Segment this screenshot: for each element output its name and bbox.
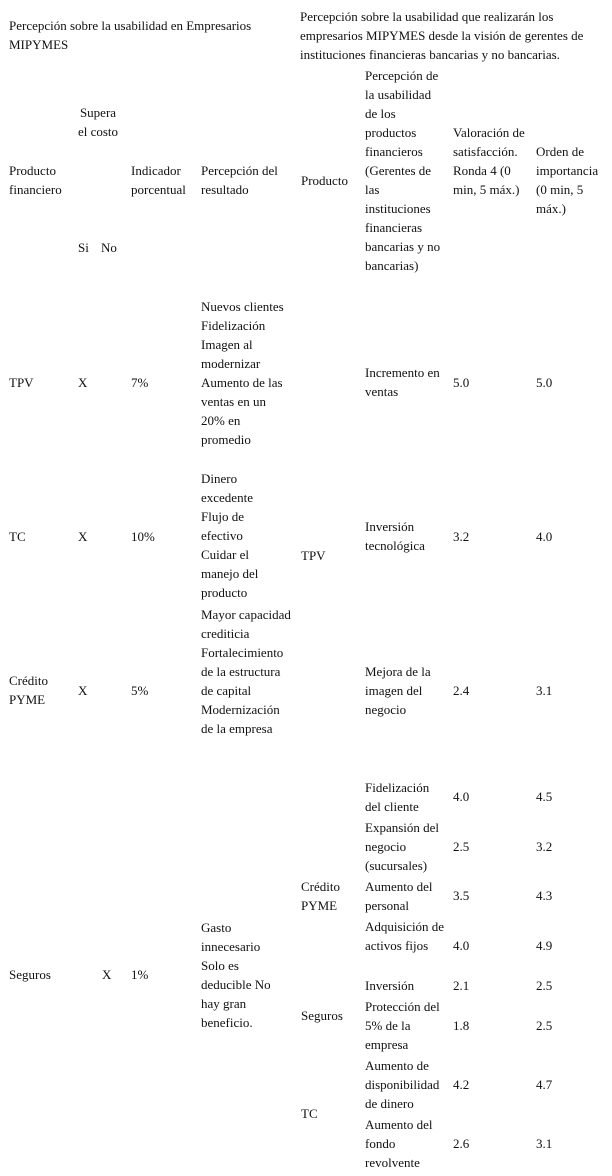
- right-header-percepcion: Percepción de la usabilidad de los productos financieros (Gerentes de las instituciones financieras bancarias y no bancarias): [365, 68, 441, 273]
- left-row-percepcion: Mayor capacidad crediticia Fortalecimiento de la estructura de capital Modernización de la empresa: [201, 607, 291, 736]
- right-row-percepcion: Aumento del personal: [365, 879, 433, 913]
- right-group-producto: Crédito PYME: [301, 879, 340, 913]
- right-row-valoracion: 2.5: [453, 839, 470, 854]
- left-row-si: X: [78, 529, 88, 544]
- right-row-orden: 4.7: [536, 1077, 553, 1092]
- right-group-producto: Seguros: [301, 1008, 343, 1023]
- left-row-producto: TC: [9, 529, 26, 544]
- right-group-producto: TPV: [301, 548, 326, 563]
- right-row-percepcion: Adquisición de activos fijos: [365, 919, 445, 953]
- right-row-valoracion: 3.2: [453, 529, 470, 544]
- left-header-indicador: Indicador porcentual: [131, 163, 186, 197]
- left-row-percepcion: Dinero excedente Flujo de efectivo Cuidar el manejo del producto: [201, 471, 259, 600]
- left-row-indicador: 1%: [131, 967, 149, 982]
- right-row-orden: 3.2: [536, 839, 553, 854]
- right-row-percepcion: Incremento en ventas: [365, 365, 440, 399]
- right-row-percepcion: Protección del 5% de la empresa: [365, 999, 440, 1052]
- left-row-si: X: [78, 683, 88, 698]
- left-row-si: X: [78, 375, 88, 390]
- right-row-orden: 4.0: [536, 529, 553, 544]
- right-row-percepcion: Expansión del negocio (sucursales): [365, 820, 440, 873]
- left-header-producto: Producto financiero: [9, 163, 62, 197]
- left-row-indicador: 7%: [131, 375, 149, 390]
- right-row-orden: 3.1: [536, 683, 553, 698]
- right-row-valoracion: 1.8: [453, 1018, 470, 1033]
- right-row-percepcion: Inversión tecnológica: [365, 519, 425, 553]
- right-row-percepcion: Inversión: [365, 978, 415, 993]
- left-header-si: Si: [78, 240, 89, 255]
- left-row-indicador: 5%: [131, 683, 149, 698]
- right-row-orden: 4.3: [536, 888, 553, 903]
- right-row-valoracion: 4.0: [453, 938, 470, 953]
- right-header-orden: Orden de importancia (0 min, 5 máx.): [536, 144, 599, 216]
- left-row-percepcion: Gasto innecesario Solo es deducible No hay gran beneficio.: [201, 920, 271, 1030]
- right-row-valoracion: 5.0: [453, 375, 470, 390]
- left-row-producto: Seguros: [9, 967, 51, 982]
- right-row-orden: 4.5: [536, 789, 553, 804]
- right-row-orden: 2.5: [536, 978, 553, 993]
- left-header-supera: Supera el costo: [77, 105, 119, 139]
- right-row-percepcion: Aumento de disponibilidad de dinero: [365, 1058, 440, 1111]
- right-row-valoracion: 3.5: [453, 888, 470, 903]
- left-row-percepcion: Nuevos clientes Fidelización Imagen al modernizar Aumento de las ventas en un 20% en promedio: [201, 299, 284, 447]
- left-row-producto: Crédito PYME: [9, 673, 48, 707]
- left-section-title: Percepción sobre la usabilidad en Empresarios MIPYMES: [9, 18, 252, 52]
- right-group-producto: TC: [301, 1106, 318, 1121]
- right-row-valoracion: 4.2: [453, 1077, 470, 1092]
- left-header-percepcion: Percepción del resultado: [201, 163, 278, 197]
- right-header-producto: Producto: [301, 173, 348, 188]
- right-row-percepcion: Fidelización del cliente: [365, 780, 430, 814]
- right-row-valoracion: 2.6: [453, 1136, 470, 1151]
- right-header-valoracion: Valoración de satisfacción. Ronda 4 (0 min, 5 máx.): [453, 125, 525, 197]
- left-row-producto: TPV: [9, 375, 34, 390]
- right-row-valoracion: 2.4: [453, 683, 470, 698]
- right-row-percepcion: Mejora de la imagen del negocio: [365, 664, 431, 717]
- right-row-orden: 3.1: [536, 1136, 553, 1151]
- right-row-valoracion: 4.0: [453, 789, 470, 804]
- right-row-orden: 5.0: [536, 375, 553, 390]
- right-row-orden: 4.9: [536, 938, 553, 953]
- right-row-orden: 2.5: [536, 1018, 553, 1033]
- left-row-no: X: [102, 967, 112, 982]
- right-row-valoracion: 2.1: [453, 978, 470, 993]
- right-section-title: Percepción sobre la usabilidad que realizarán los empresarios MIPYMES desde la visión de gerentes de instituciones financieras bancarias y no bancarias.: [300, 9, 584, 62]
- left-header-no: No: [101, 240, 117, 255]
- right-row-percepcion: Aumento del fondo revolvente: [365, 1117, 433, 1170]
- left-row-indicador: 10%: [131, 529, 155, 544]
